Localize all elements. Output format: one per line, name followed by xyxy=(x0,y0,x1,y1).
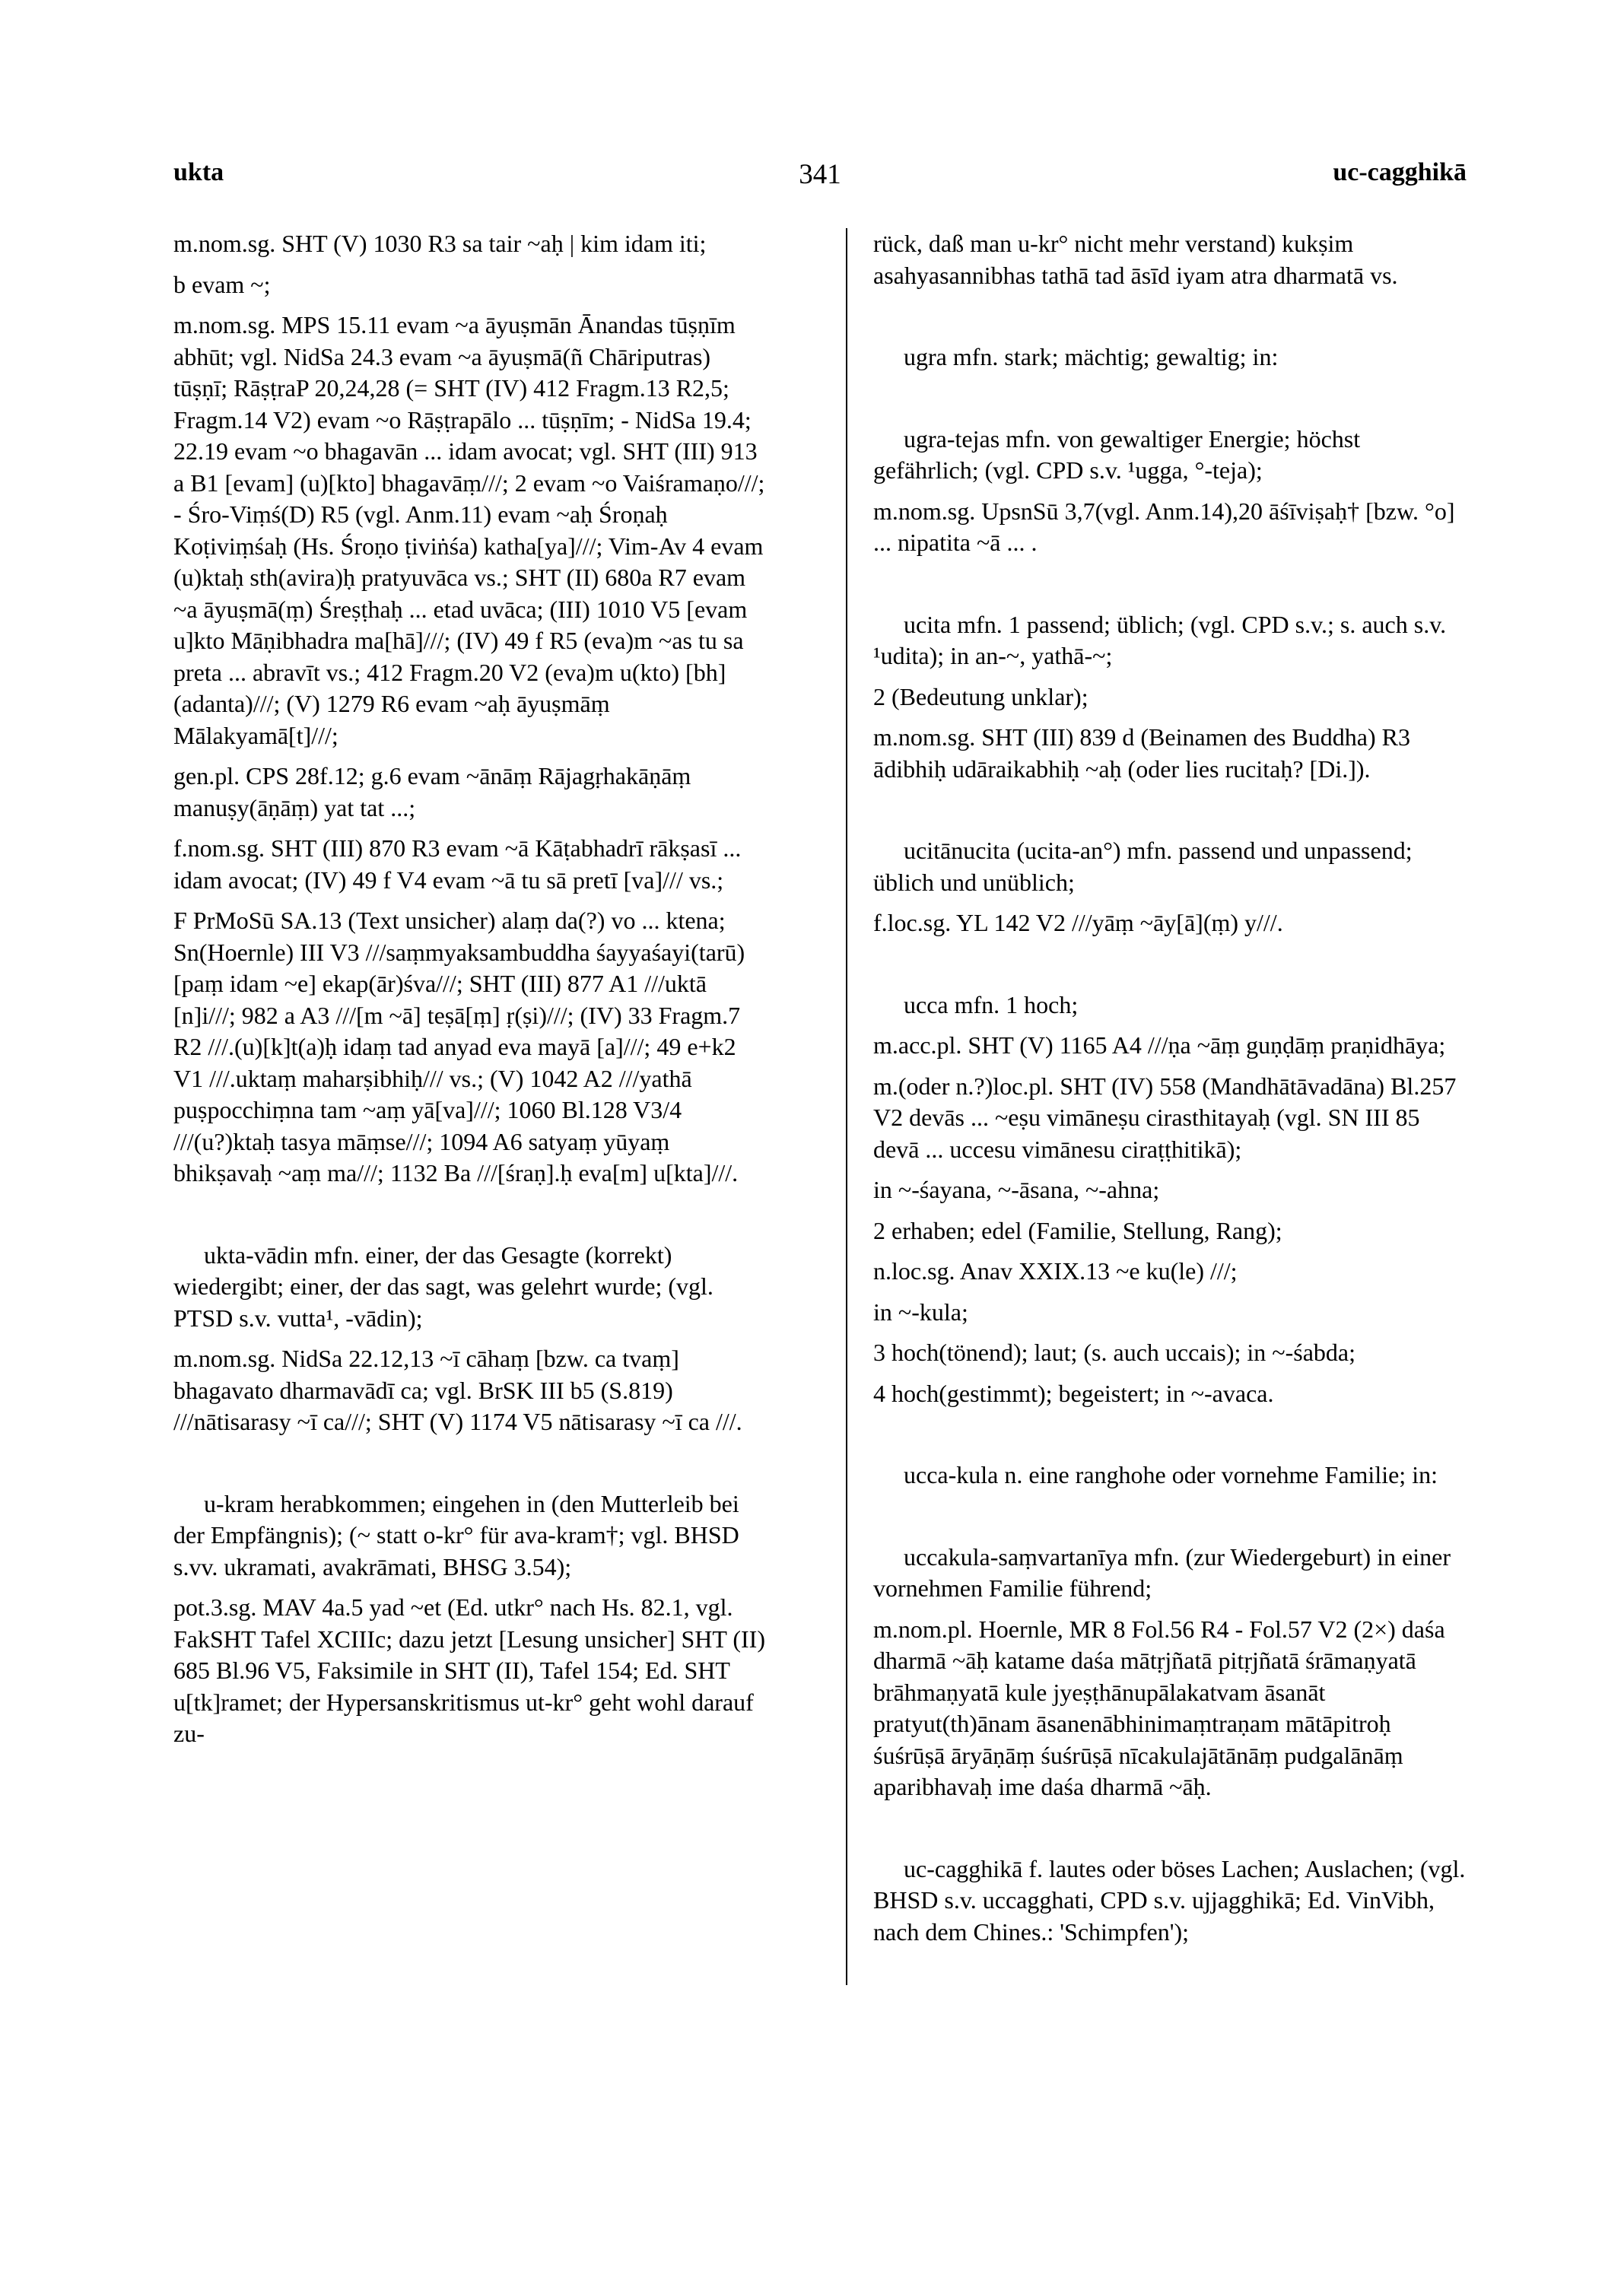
dictionary-citation: in ~-kula; xyxy=(873,1298,968,1326)
dictionary-headword-entry: ugra mfn. stark; mächtig; gewaltig; in: xyxy=(904,343,1279,370)
dictionary-citation: F PrMoSū SA.13 (Text unsicher) alaṃ da(?) vo ... ktena; Sn(Hoernle) III V3 ///saṃmyaksambuddha śayyaśayi(tarū)[paṃ idam ~e] ekap(ār)śva///; SHT (III) 877 A1 ///uktā [n]i///; 982 a A3 ///[m ~ā] teṣā[ṃ] ṛ(ṣi)///; (IV) 33 Fragm.7 R2 ///.(u)[k]t(a)ḥ idaṃ tad anyad eva mayā [a]///; 49 e+k2 V1 ///.uktaṃ maharṣibhiḥ/// vs.; (V) 1042 A2 ///yathā puṣpocchiṃna tam ~aṃ yā[va]///; 1060 Bl.128 V3/4 ///(u?)ktaḥ tasya māṃse///; 1094 A6 satyaṃ yūyaṃ bhikṣavaḥ ~aṃ ma///; 1132 Ba ///[śraṇ].ḥ eva[m] u[kta]///. xyxy=(173,907,745,1186)
column-divider xyxy=(846,228,847,1985)
dictionary-citation: m.(oder n.?)loc.pl. SHT (IV) 558 (Mandhātāvadāna) Bl.257 V2 devās ... ~eṣu vimāneṣu cirasthitayaḥ (vgl. SN III 85 devā ... uccesu vimānesu ciraṭṭhitikā); xyxy=(873,1072,1457,1163)
dictionary-citation: rück, daß man u-kr° nicht mehr verstand) kukṣim asahyasannibhas tathā tad āsīd iyam atra dharmatā vs. xyxy=(873,230,1398,289)
dictionary-headword-entry: uc-cagghikā f. lautes oder böses Lachen; Auslachen; (vgl. BHSD s.v. uccagghati, CPD s.v. ujjagghikā; Ed. VinVibh, nach dem Chines.: 'Schimpfen'); xyxy=(873,1854,1466,1946)
dictionary-headword-entry: u-kram herabkommen; eingehen in (den Mutterleib bei der Empfängnis); (~ statt o-kr° für ava-kram†; vgl. BHSD s.vv. ukramati, avakrāmati, BHSG 3.54); xyxy=(173,1489,739,1580)
dictionary-headword-entry: ukta-vādin mfn. einer, der das Gesagte (korrekt) wiedergibt; einer, der das sagt, was gelehrt wurde; (vgl. PTSD s.v. vutta¹, -vādin); xyxy=(173,1240,713,1332)
left-column xyxy=(173,228,767,1759)
dictionary-citation: m.nom.sg. SHT (V) 1030 R3 sa tair ~aḥ | kim idam iti; xyxy=(173,230,707,257)
dictionary-citation: in ~-śayana, ~-āsana, ~-ahna; xyxy=(873,1176,1160,1203)
dictionary-citation: 3 hoch(tönend); laut; (s. auch uccais); in ~-śabda; xyxy=(873,1339,1355,1366)
dictionary-headword-entry: uccakula-saṃvartanīya mfn. (zur Wiedergeburt) in einer vornehmen Familie führend; xyxy=(873,1542,1451,1602)
running-head-left: ukta xyxy=(173,158,224,186)
dictionary-citation: 2 (Bedeutung unklar); xyxy=(873,682,1088,710)
dictionary-citation: m.acc.pl. SHT (V) 1165 A4 ///ṇa ~āṃ guṇḍāṃ praṇidhāya; xyxy=(873,1031,1446,1059)
dictionary-headword-entry: ucca mfn. 1 hoch; xyxy=(904,990,1079,1018)
dictionary-citation: m.nom.sg. NidSa 22.12,13 ~ī cāhaṃ [bzw. ca tvaṃ] bhagavato dharmavādī ca; vgl. BrSK III b5 (S.819) ///nātisarasy ~ī ca///; SHT (V) 1174 V5 nātisarasy ~ī ca ///. xyxy=(173,1345,742,1435)
page-number: 341 xyxy=(799,159,841,190)
dictionary-citation: m.nom.sg. UpsnSū 3,7(vgl. Anm.14),20 āśīviṣaḥ† [bzw. °o] ... nipatita ~ā ... . xyxy=(873,497,1455,556)
dictionary-headword-entry: ucitānucita (ucita-an°) mfn. passend und unpassend; üblich und unüblich; xyxy=(873,837,1413,896)
dictionary-citation: gen.pl. CPS 28f.12; g.6 evam ~ānāṃ Rājagṛhakāṇāṃ manuṣy(āṇāṃ) yat tat ...; xyxy=(173,762,691,821)
page-header xyxy=(173,158,1467,196)
dictionary-citation: 2 erhaben; edel (Familie, Stellung, Rang); xyxy=(873,1216,1282,1244)
dictionary-citation: f.nom.sg. SHT (III) 870 R3 evam ~ā Kāṭabhadrī rākṣasī ... idam avocat; (IV) 49 f V4 evam ~ā tu sā pretī [va]/// vs.; xyxy=(173,834,742,894)
dictionary-headword-entry: ugra-tejas mfn. von gewaltiger Energie; höchst gefährlich; (vgl. CPD s.v. ¹ugga, °-teja); xyxy=(873,424,1361,484)
dictionary-citation: 4 hoch(gestimmt); begeistert; in ~-avaca. xyxy=(873,1379,1274,1407)
right-column xyxy=(873,228,1467,1957)
dictionary-citation: m.nom.sg. SHT (III) 839 d (Beinamen des Buddha) R3 ādibhiḥ udāraikabhiḥ ~aḥ (oder lies rucitaḥ? [Di.]). xyxy=(873,723,1410,783)
dictionary-citation: m.nom.sg. MPS 15.11 evam ~a āyuṣmān Ānandas tūṣṇīm abhūt; vgl. NidSa 24.3 evam ~a āyuṣmā(ñ Chāriputras) tūṣṇī; RāṣṭraP 20,24,28 (= SHT (IV) 412 Fragm.13 R2,5; Fragm.14 V2) evam ~o Rāṣṭrapālo ... tūṣṇīm; - NidSa 19.4; 22.19 evam ~o bhagavān ... idam avocat; vgl. SHT (III) 913 a B1 [evam] (u)[kto] bhagavāṃ///; 2 evam ~o Vaiśramaṇo///; - Śro-Viṃś(D) R5 (vgl. Anm.11) evam ~aḥ Śroṇaḥ Koṭiviṃśaḥ (Hs. Śroṇo ṭiviṅśa) katha[ya]///; Vim-Av 4 evam (u)ktaḥ sth(avira)ḥ pratyuvāca vs.; SHT (II) 680a R7 evam ~a āyuṣmā(ṃ) Śreṣṭhaḥ ... etad uvāca; (III) 1010 V5 [evam u]kto Māṇibhadra ma[hā]///; (IV) 49 f R5 (eva)m ~as tu sa preta ... abravīt vs.; 412 Fragm.20 V2 (eva)m u(kto) [bh](adanta)///; (V) 1279 R6 evam ~aḥ āyuṣmāṃ Mālakyamā[t]///; xyxy=(173,311,765,749)
dictionary-citation: m.nom.pl. Hoernle, MR 8 Fol.56 R4 - Fol.57 V2 (2×) daśa dharmā ~āḥ katame daśa mātṛjñatā pitṛjñatā śrāmaṇyatā brāhmaṇyatā kule jyeṣṭhānupālakatvam āsanāt pratyut(th)ānam āsanenābhinimaṃtraṇam mātāpitroḥ śuśrūṣā āryāṇāṃ śuśrūṣā nīcakulajātānāṃ pudgalānāṃ aparibhavaḥ ime daśa dharmā ~āḥ. xyxy=(873,1615,1445,1800)
dictionary-citation: b evam ~; xyxy=(173,270,271,298)
dictionary-headword-entry: ucita mfn. 1 passend; üblich; (vgl. CPD s.v.; s. auch s.v. ¹udita); in an-~, yathā-~; xyxy=(873,610,1447,669)
dictionary-citation: pot.3.sg. MAV 4a.5 yad ~et (Ed. utkr° nach Hs. 82.1, vgl. FakSHT Tafel XCIIIc; dazu jetzt [Lesung unsicher] SHT (II) 685 Bl.96 V5, Faksimile in SHT (II), Tafel 154; Ed. SHT u[tk]ramet; der Hypersanskritismus ut-kr° geht wohl darauf zu- xyxy=(173,1593,765,1747)
dictionary-citation: f.loc.sg. YL 142 V2 ///yāṃ ~āy[ā](ṃ) y///. xyxy=(873,909,1283,936)
dictionary-headword-entry: ucca-kula n. eine ranghohe oder vornehme Familie; in: xyxy=(904,1461,1438,1488)
running-head-right: uc-cagghikā xyxy=(1333,158,1467,186)
dictionary-citation: n.loc.sg. Anav XXIX.13 ~e ku(le) ///; xyxy=(873,1257,1238,1285)
